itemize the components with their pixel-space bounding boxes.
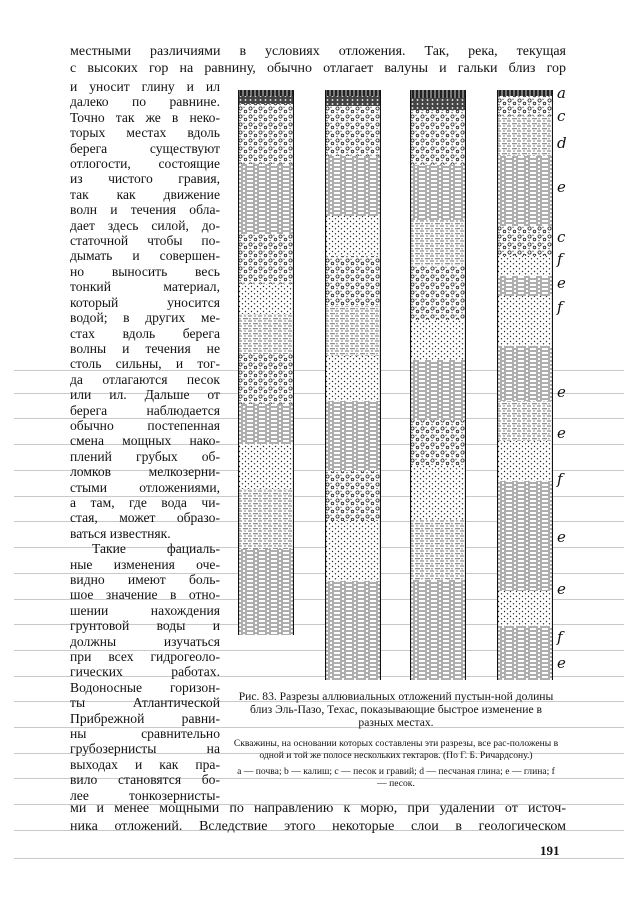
text-line: который уносится [70, 294, 220, 310]
text-line: стая, может образо- [70, 510, 220, 526]
text-line: далеко по равнине. [70, 94, 220, 110]
text-line: берега наблюдается [70, 402, 220, 418]
text-line: столь сильны, и тог- [70, 356, 220, 372]
layer-label: c [557, 228, 566, 246]
text-line: обычно постепенная [70, 417, 220, 433]
body-line-4: ника отложений. Вследствие этого некоторые слои в геологическом [70, 819, 566, 834]
text-line: выходах и как пра- [70, 756, 220, 772]
layer-label: e [557, 528, 566, 546]
layer-label: e [557, 274, 566, 292]
text-line: грубозернисты на [70, 741, 220, 757]
text-line: отлогости, состоящие [70, 156, 220, 172]
text-line: видно имеют боль- [70, 572, 220, 587]
text-line: дымать и совершен- [70, 248, 220, 264]
text-line: лее тонкозернисты- [70, 787, 220, 803]
text-line: дает здесь силой, до- [70, 217, 220, 233]
borehole-column-1 [238, 90, 294, 635]
text-line: вило становятся бо- [70, 772, 220, 788]
text-line: стыми отложениями, [70, 479, 220, 495]
figure-caption-note: Скважины, на основании которых составлены эти разрезы, все рас-положены в одной и той же полосе нескольких гектаров. (По Г. Б. Ричардсону.) [233, 738, 559, 761]
borehole-column-4 [497, 90, 553, 680]
text-line: Водоносные горизон- [70, 679, 220, 695]
text-line: Такие фациаль- [92, 541, 220, 557]
text-line: и уносит глину и ил [70, 79, 220, 94]
text-line: тонкий материал, [70, 279, 220, 295]
text-line: да отлагаются песок [70, 371, 220, 387]
layer-label: f [557, 298, 563, 316]
text-line: статочной чтобы по- [70, 233, 220, 249]
text-line: плений грубых об- [70, 448, 220, 464]
text-line: при всех гидрогеоло- [70, 649, 220, 665]
text-line: ны сравнительно [70, 726, 220, 742]
figure-legend: a — почва; b — калиш; c — песок и гравий; d — песчаная глина; e — глина; f — песок. [237, 766, 555, 789]
layer-label: f [557, 470, 563, 488]
page-number: 191 [540, 843, 560, 858]
layer-label: e [557, 178, 566, 196]
text-line: берега существуют [70, 140, 220, 156]
layer-label: f [557, 628, 563, 646]
text-line: так как движение [70, 186, 220, 202]
text-line: стах вдоль берега [70, 325, 220, 341]
text-line: ломков мелкозерни- [70, 464, 220, 480]
body-line-2: с высоких гор на равнину, обычно отлагает валуны и гальки близ гор [70, 61, 566, 76]
left-text-column [70, 79, 220, 803]
text-line: ваться известняк. [70, 525, 171, 541]
layer-label: c [557, 107, 566, 125]
layer-label: e [557, 424, 566, 442]
text-line: шое значение в отно- [70, 587, 220, 603]
text-line: шении нахождения [70, 602, 220, 618]
text-line: должны изучаться [70, 633, 220, 649]
text-line: Точно так же в неко- [70, 109, 220, 125]
text-line: гических работах. [70, 664, 220, 680]
text-line: волн и течения обла- [70, 202, 220, 218]
layer-label: e [557, 383, 566, 401]
text-line: а там, где вода чи- [70, 494, 220, 510]
body-line-3: ми и менее мощными по направлению к морю, при удалении от источ- [70, 801, 566, 816]
layer-label: e [557, 654, 566, 672]
text-line: Прибрежной равни- [70, 710, 220, 726]
text-line: смена мощных нако- [70, 433, 220, 449]
layer-label: a [557, 84, 566, 102]
text-line: из чистого гравия, [70, 171, 220, 187]
layer-label: d [557, 134, 567, 152]
text-line: волны и течения не [70, 340, 220, 356]
borehole-column-3 [410, 90, 466, 680]
text-line: торых местах вдоль [70, 125, 220, 141]
text-line: ты Атлантической [70, 695, 220, 711]
layer-label: f [557, 250, 563, 268]
text-line: ные изменения оче- [70, 556, 220, 572]
text-line: водой; в других ме- [70, 310, 220, 326]
text-line: грунтовой воды и [70, 618, 220, 634]
text-line: но выносить весь [70, 263, 220, 279]
body-line-1: местными различиями в условиях отложения. Так, река, текущая [70, 44, 566, 59]
layer-label: e [557, 580, 566, 598]
figure-caption-title: Рис. 83. Разрезы аллювиальных отложений пустын-ной долины близ Эль-Пазо, Техас, показывающие быстрое изменение в разных местах. [238, 690, 554, 729]
borehole-column-2 [325, 90, 381, 680]
text-line: или ил. Дальше от [70, 387, 220, 403]
